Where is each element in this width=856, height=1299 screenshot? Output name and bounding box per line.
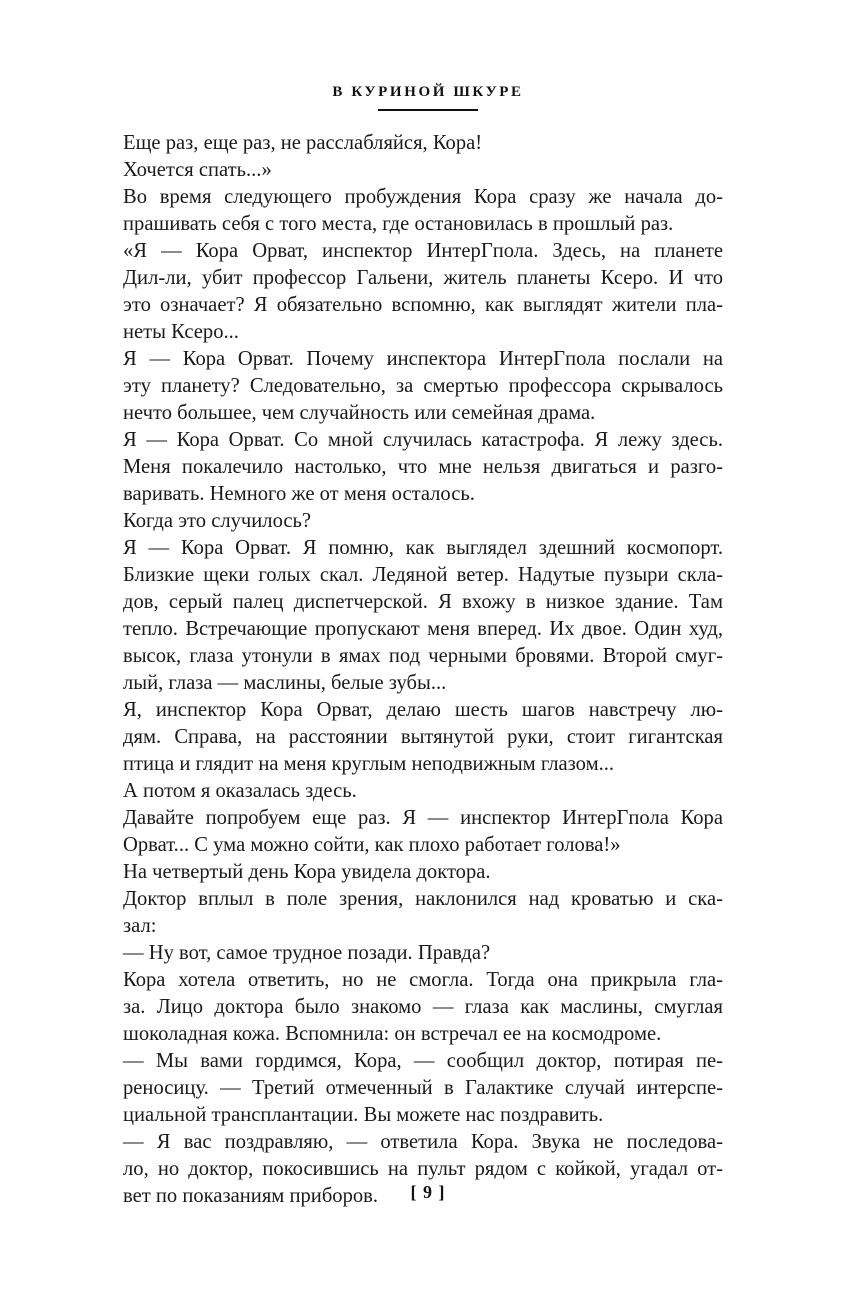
text-line: неты Ксеро... [123, 321, 239, 343]
page-number: [ 9 ] [410, 1182, 446, 1202]
text-line: А потом я оказалась здесь. [123, 780, 357, 802]
text-line: — Ну вот, самое трудное позади. Правда? [123, 942, 491, 964]
text-line: — Мы вами гордимся, Кора, — сообщил доктор, потирая пе- [123, 1050, 723, 1072]
text-line: шоколадная кожа. Вспомнила: он встречал ее на космодроме. [123, 1023, 662, 1045]
text-line: птица и глядит на меня круглым неподвижным глазом... [123, 753, 615, 775]
text-line: Хочется спать...» [123, 159, 272, 181]
text-line: это означает? Я обязательно вспомню, как выглядят жители пла- [123, 294, 723, 316]
text-line: тепло. Встречающие пропускают меня вперед. Их двое. Один худ, [123, 618, 723, 640]
text-line: Я — Кора Орват. Я помню, как выглядел здешний космопорт. [123, 537, 723, 559]
text-line: — Я вас поздравляю, — ответила Кора. Звука не последова- [123, 1131, 723, 1153]
text-line: нечто большее, чем случайность или семейная драма. [123, 402, 596, 424]
text-line: «Я — Кора Орват, инспектор ИнтерГпола. Здесь, на планете [123, 240, 723, 262]
body-text [123, 130, 723, 1210]
running-head-rule [378, 109, 478, 111]
text-line: На четвертый день Кора увидела доктора. [123, 861, 491, 883]
text-line: ло, но доктор, покосившись на пульт рядом с койкой, угадал от- [123, 1158, 723, 1180]
text-line: высок, глаза утонули в ямах под черными бровями. Второй смуг- [123, 645, 723, 667]
text-line: Я — Кора Орват. Почему инспектора ИнтерГпола послали на [123, 348, 723, 370]
text-line: Еще раз, еще раз, не расслабляйся, Кора! [123, 132, 483, 154]
text-line: Я, инспектор Кора Орват, делаю шесть шагов навстречу лю- [123, 699, 723, 721]
text-line: прашивать себя с того места, где остановилась в прошлый раз. [123, 213, 674, 235]
text-line: лый, глаза — маслины, белые зубы... [123, 672, 447, 694]
text-line: Близкие щеки голых скал. Ледяной ветер. Надутые пузыри скла- [123, 564, 723, 586]
text-line: Во время следующего пробуждения Кора сразу же начала до- [123, 186, 723, 208]
text-line: реносицу. — Третий отмеченный в Галактике случай интерспе- [123, 1077, 723, 1099]
text-line: Орват... С ума можно сойти, как плохо работает голова!» [123, 834, 621, 856]
text-line: Когда это случилось? [123, 510, 312, 532]
text-line: Меня покалечило настолько, что мне нельзя двигаться и разго- [123, 456, 723, 478]
text-line: Я — Кора Орват. Со мной случилась катастрофа. Я лежу здесь. [123, 429, 723, 451]
text-line: варивать. Немного же от меня осталось. [123, 483, 475, 505]
text-line: Доктор вплыл в поле зрения, наклонился над кроватью и ска- [123, 888, 723, 910]
running-head: В КУРИНОЙ ШКУРЕ [332, 84, 524, 100]
text-line: Давайте попробуем еще раз. Я — инспектор ИнтерГпола Кора [123, 807, 723, 829]
text-line: зал: [123, 915, 157, 937]
text-line: за. Лицо доктора было знакомо — глаза как маслины, смуглая [123, 996, 723, 1018]
text-line: циальной трансплантации. Вы можете нас поздравить. [123, 1104, 604, 1126]
text-line: вет по показаниям приборов. [123, 1185, 379, 1207]
text-line: Дил-ли, убит профессор Гальени, житель планеты Ксеро. И что [123, 267, 723, 289]
text-line: эту планету? Следовательно, за смертью профессора скрывалось [123, 375, 723, 397]
text-line: Кора хотела ответить, но не смогла. Тогда она прикрыла гла- [123, 969, 723, 991]
text-line: дям. Справа, на расстоянии вытянутой руки, стоит гигантская [123, 726, 723, 748]
text-line: дов, серый палец диспетчерской. Я вхожу в низкое здание. Там [123, 591, 723, 613]
